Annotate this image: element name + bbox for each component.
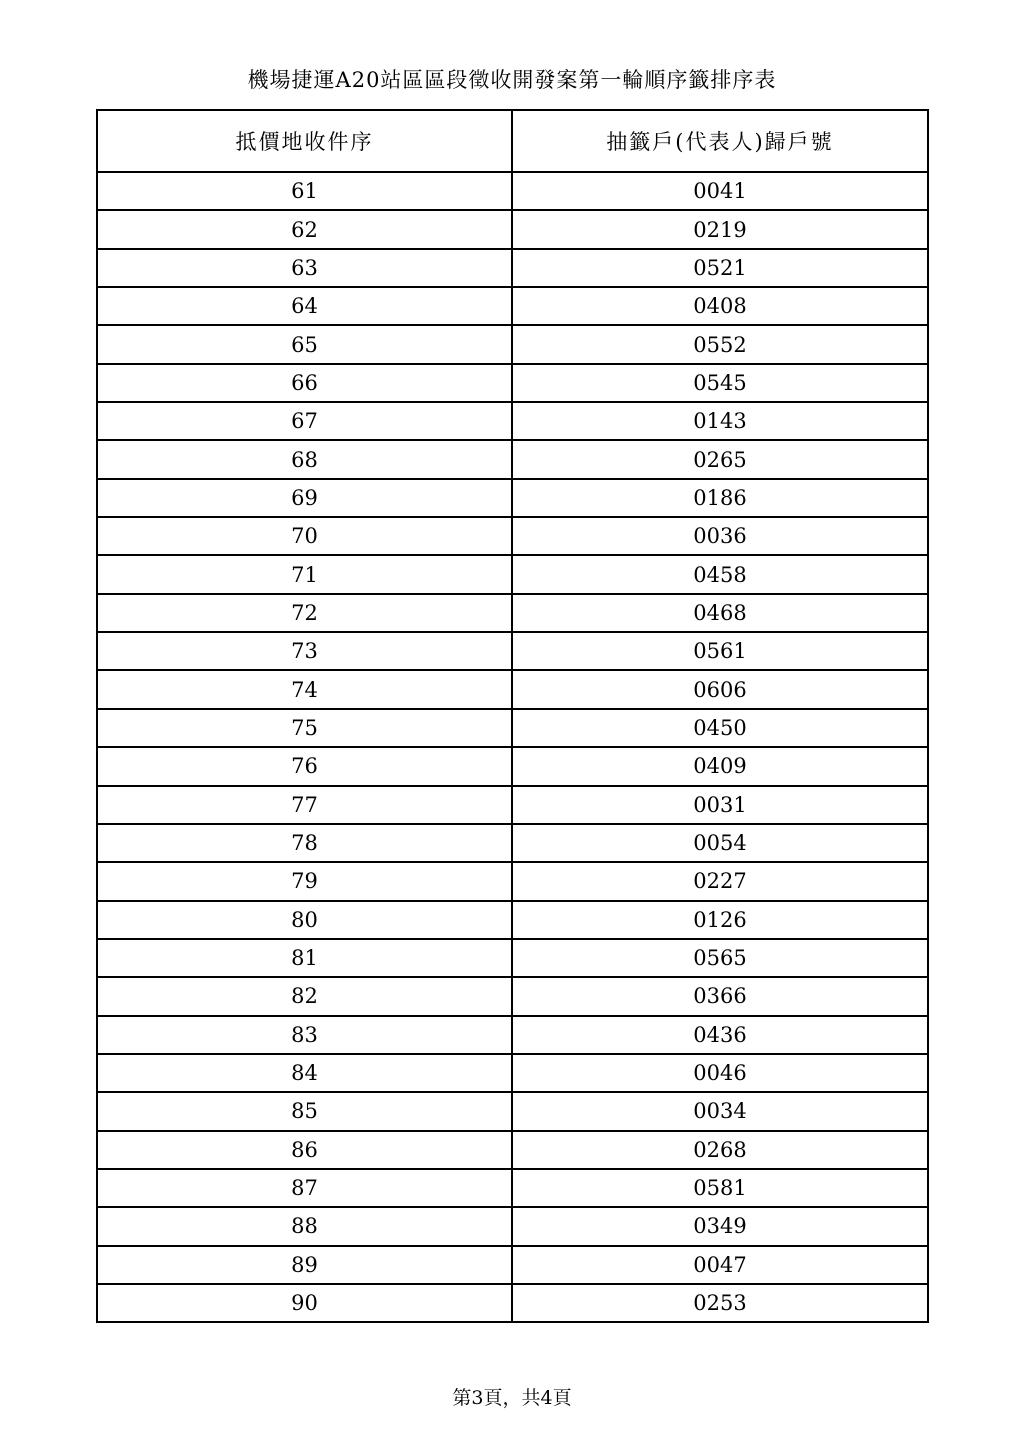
application-order-cell: 77 xyxy=(97,786,512,824)
household-number-cell: 0349 xyxy=(512,1207,928,1245)
table-row xyxy=(97,670,928,708)
table-row xyxy=(97,939,928,977)
table-row xyxy=(97,1284,928,1322)
household-number-cell: 0545 xyxy=(512,364,928,402)
household-number-cell: 0565 xyxy=(512,939,928,977)
household-number-cell: 0606 xyxy=(512,670,928,708)
column-header-household-number: 抽籤戶(代表人)歸戶號 xyxy=(512,110,928,172)
household-number-cell: 0408 xyxy=(512,287,928,325)
lottery-order-table xyxy=(96,109,929,1323)
table-row xyxy=(97,1246,928,1284)
household-number-cell: 0046 xyxy=(512,1054,928,1092)
household-number-cell: 0366 xyxy=(512,977,928,1015)
application-order-cell: 72 xyxy=(97,594,512,632)
application-order-cell: 88 xyxy=(97,1207,512,1245)
table-row xyxy=(97,632,928,670)
application-order-cell: 69 xyxy=(97,479,512,517)
household-number-cell: 0036 xyxy=(512,517,928,555)
application-order-cell: 90 xyxy=(97,1284,512,1322)
application-order-cell: 82 xyxy=(97,977,512,1015)
table-row xyxy=(97,1054,928,1092)
household-number-cell: 0468 xyxy=(512,594,928,632)
table-row xyxy=(97,977,928,1015)
household-number-cell: 0186 xyxy=(512,479,928,517)
application-order-cell: 85 xyxy=(97,1092,512,1130)
table-row xyxy=(97,862,928,900)
household-number-cell: 0126 xyxy=(512,901,928,939)
table-row xyxy=(97,364,928,402)
household-number-cell: 0054 xyxy=(512,824,928,862)
table-row xyxy=(97,824,928,862)
table-row xyxy=(97,1131,928,1169)
application-order-cell: 81 xyxy=(97,939,512,977)
application-order-cell: 80 xyxy=(97,901,512,939)
application-order-cell: 75 xyxy=(97,709,512,747)
page-title: 機場捷運A20站區區段徵收開發案第一輪順序籤排序表 xyxy=(247,68,777,92)
table-body xyxy=(97,172,928,1322)
household-number-cell: 0552 xyxy=(512,325,928,363)
table-row xyxy=(97,249,928,287)
application-order-cell: 87 xyxy=(97,1169,512,1207)
household-number-cell: 0253 xyxy=(512,1284,928,1322)
household-number-cell: 0041 xyxy=(512,172,928,210)
household-number-cell: 0227 xyxy=(512,862,928,900)
application-order-cell: 68 xyxy=(97,440,512,478)
household-number-cell: 0047 xyxy=(512,1246,928,1284)
page-footer: 第3頁，共4頁 xyxy=(452,1387,572,1409)
household-number-cell: 0409 xyxy=(512,747,928,785)
household-number-cell: 0436 xyxy=(512,1016,928,1054)
application-order-cell: 84 xyxy=(97,1054,512,1092)
table-row xyxy=(97,1016,928,1054)
household-number-cell: 0143 xyxy=(512,402,928,440)
table-row xyxy=(97,517,928,555)
application-order-cell: 83 xyxy=(97,1016,512,1054)
table-row xyxy=(97,402,928,440)
application-order-cell: 67 xyxy=(97,402,512,440)
application-order-cell: 73 xyxy=(97,632,512,670)
table-row xyxy=(97,747,928,785)
application-order-cell: 64 xyxy=(97,287,512,325)
household-number-cell: 0031 xyxy=(512,786,928,824)
household-number-cell: 0458 xyxy=(512,555,928,593)
application-order-cell: 78 xyxy=(97,824,512,862)
application-order-cell: 63 xyxy=(97,249,512,287)
household-number-cell: 0219 xyxy=(512,210,928,248)
column-header-application-order: 抵價地收件序 xyxy=(97,110,512,172)
application-order-cell: 61 xyxy=(97,172,512,210)
table-row xyxy=(97,594,928,632)
application-order-cell: 86 xyxy=(97,1131,512,1169)
table-row xyxy=(97,440,928,478)
application-order-cell: 74 xyxy=(97,670,512,708)
household-number-cell: 0034 xyxy=(512,1092,928,1130)
household-number-cell: 0581 xyxy=(512,1169,928,1207)
household-number-cell: 0265 xyxy=(512,440,928,478)
table-row xyxy=(97,172,928,210)
application-order-cell: 89 xyxy=(97,1246,512,1284)
table-row xyxy=(97,479,928,517)
table-row xyxy=(97,1169,928,1207)
household-number-cell: 0450 xyxy=(512,709,928,747)
table-row xyxy=(97,287,928,325)
household-number-cell: 0268 xyxy=(512,1131,928,1169)
table-row xyxy=(97,709,928,747)
application-order-cell: 62 xyxy=(97,210,512,248)
table-row xyxy=(97,901,928,939)
table-row xyxy=(97,210,928,248)
application-order-cell: 65 xyxy=(97,325,512,363)
table-row xyxy=(97,555,928,593)
application-order-cell: 76 xyxy=(97,747,512,785)
application-order-cell: 70 xyxy=(97,517,512,555)
application-order-cell: 79 xyxy=(97,862,512,900)
table-row xyxy=(97,786,928,824)
table-row xyxy=(97,1092,928,1130)
application-order-cell: 71 xyxy=(97,555,512,593)
table-row xyxy=(97,325,928,363)
table-header-row xyxy=(97,110,928,172)
household-number-cell: 0561 xyxy=(512,632,928,670)
application-order-cell: 66 xyxy=(97,364,512,402)
household-number-cell: 0521 xyxy=(512,249,928,287)
table-row xyxy=(97,1207,928,1245)
